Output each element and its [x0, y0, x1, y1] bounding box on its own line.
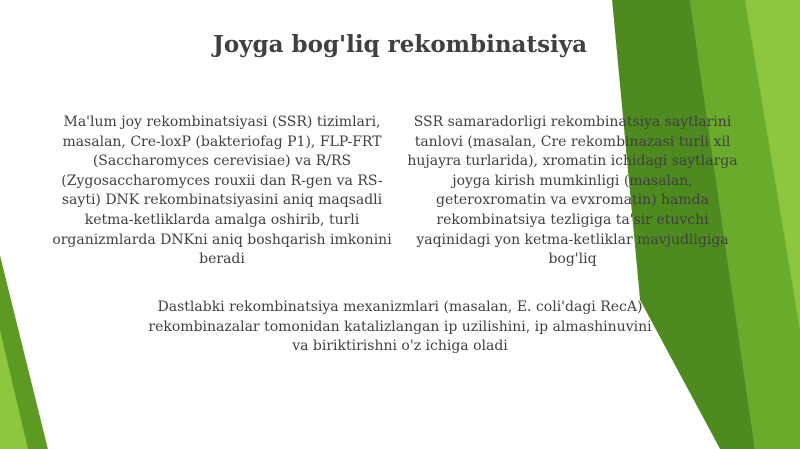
slide-title: Joyga bog'liq rekombinatsiya	[212, 31, 588, 58]
paragraph-ssr-systems: Ma'lum joy rekombinatsiyasi (SSR) tizimlari, masalan, Cre-loxP (bakteriofag P1), FLP-FRT (Saccharomyces cerevisiae) va R/RS (Zygosaccharomyces rouxii dan R-gen va RS-sayti) DNK rekombinatsiyasini aniq maqsadli ketma-ketliklarda amalga oshirib, turli organizmlarda DNKni aniq boshqarish imkonini beradi	[52, 114, 392, 268]
paragraph-early-mechanisms: Dastlabki rekombinatsiya mexanizmlari (masalan, E. coli'dagi RecA) rekombinazalar tomonidan katalizlangan ip uzilishini, ip almashinuvini va biriktirishni o'z ichiga oladi	[148, 299, 652, 355]
paragraph-ssr-efficiency: SSR samaradorligi rekombinatsiya saytlarini tanlovi (masalan, Cre rekombinazasi turli xil hujayra turlarida), xromatin ichidagi saytlarga joyga kirish mumkinligi (masalan, geteroxromatin va evxromatin) hamda rekombinatsiya tezligiga ta'sir etuvchi yaqinidagi yon ketma-ketliklar mavjudligiga bog'liq	[407, 114, 738, 268]
